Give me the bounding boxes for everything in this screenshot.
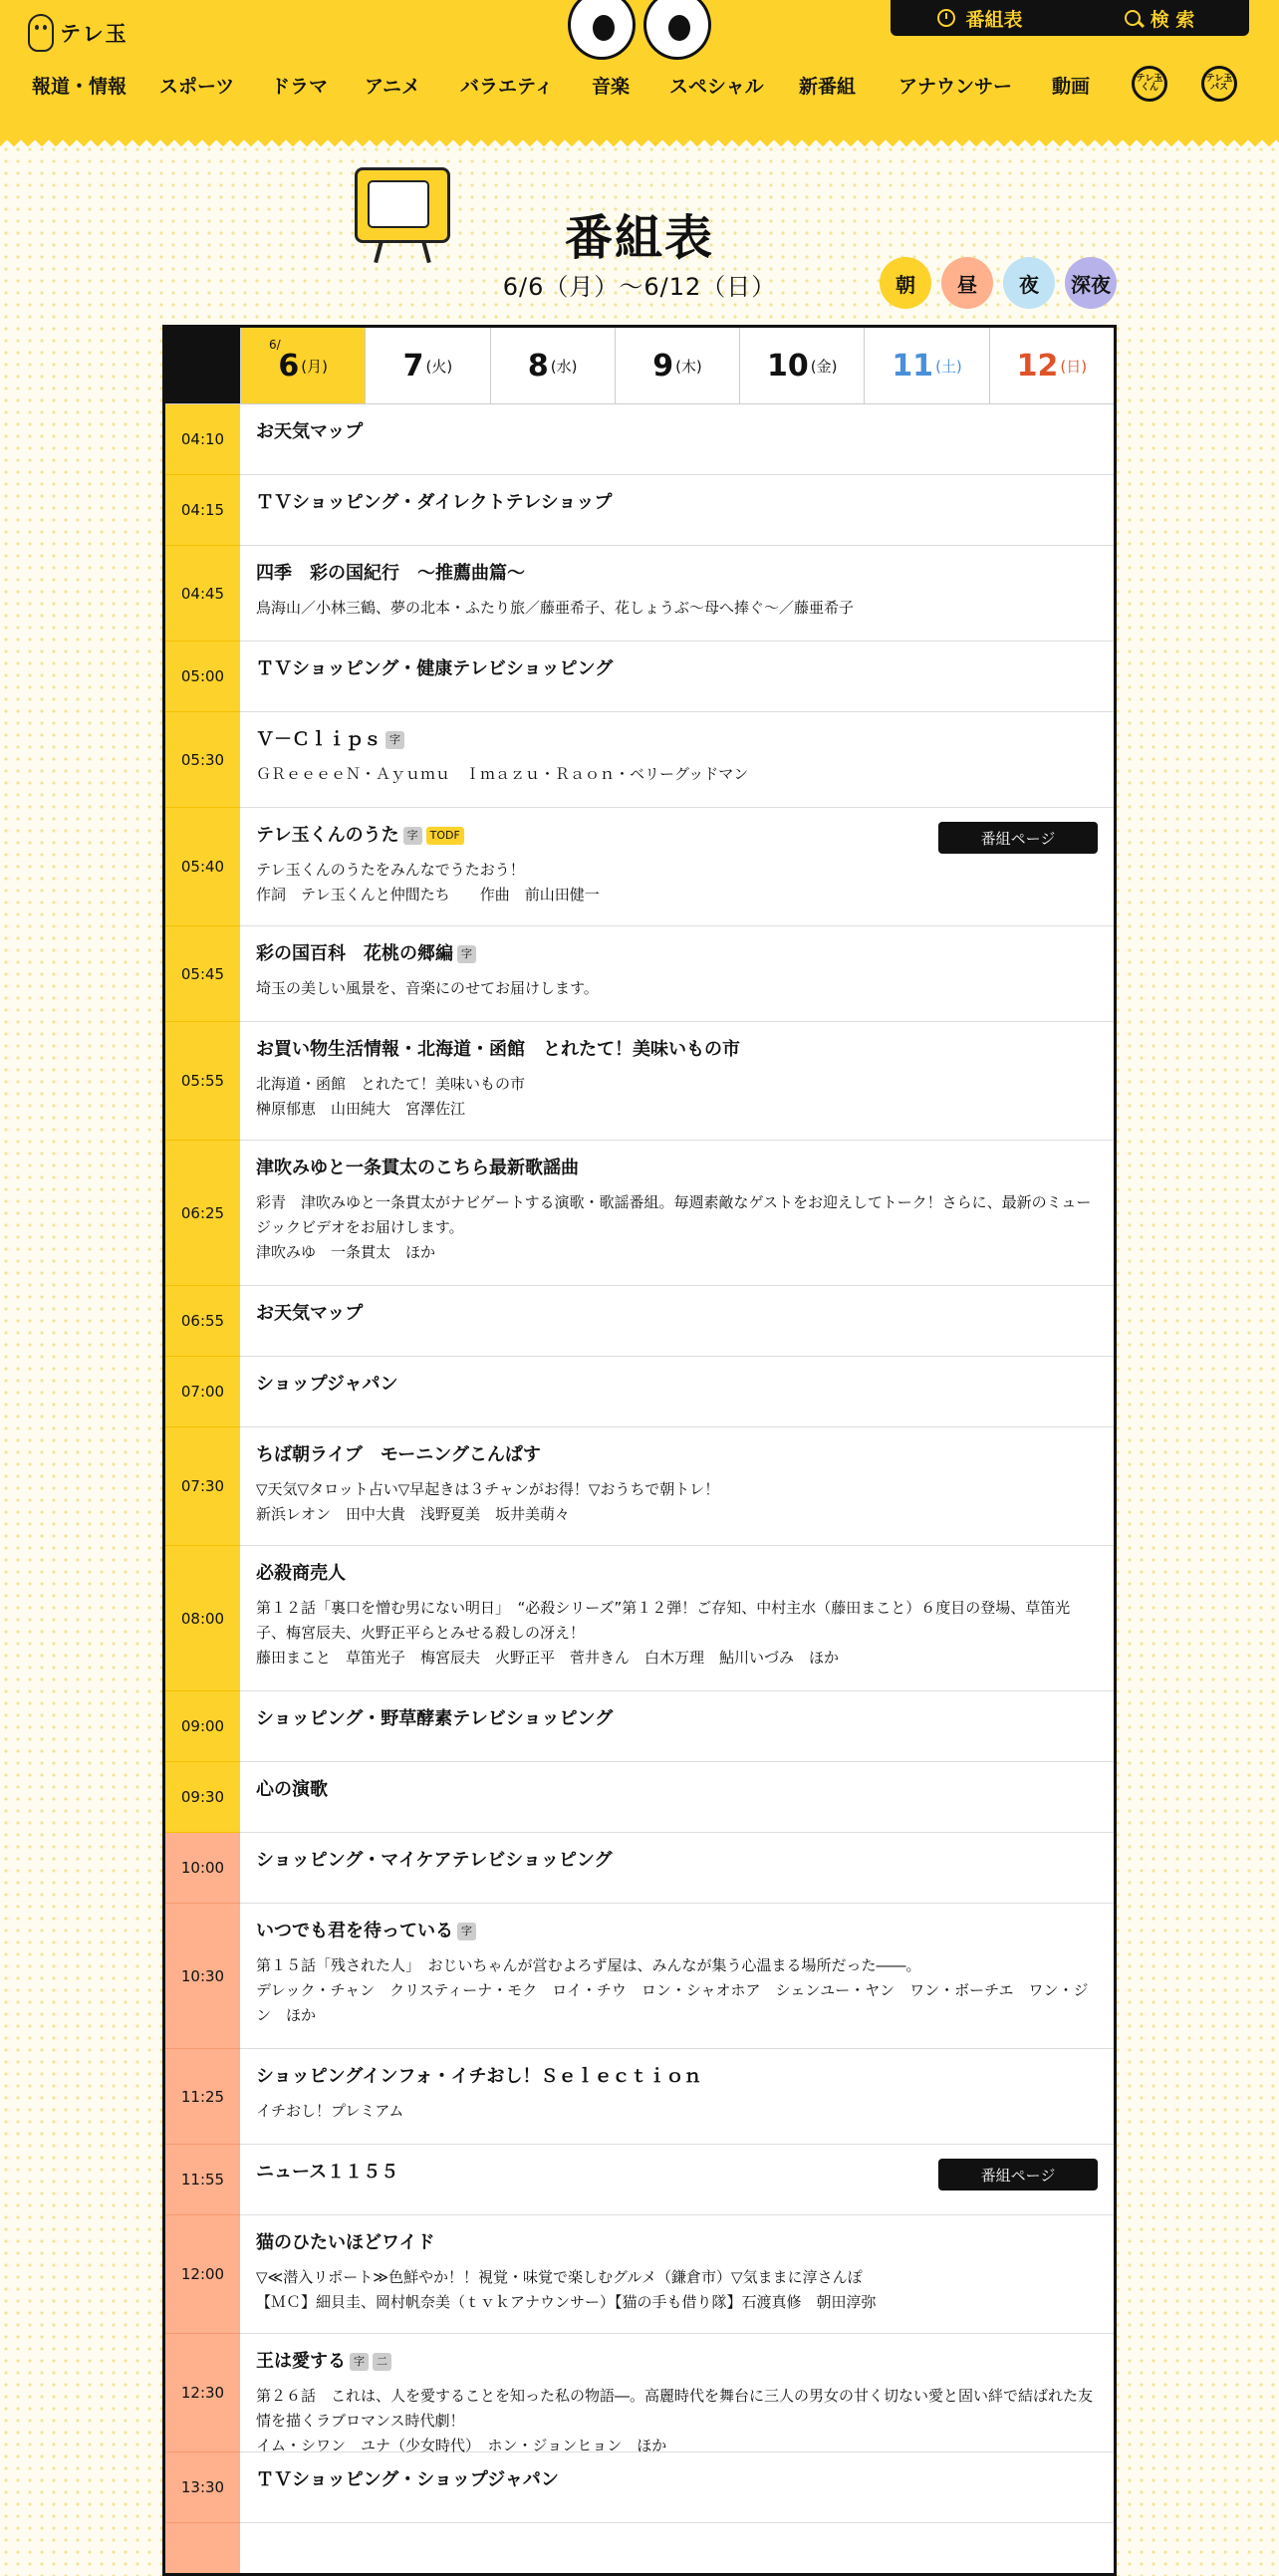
program-row[interactable] [165, 2049, 1114, 2145]
program-time [165, 2523, 240, 2576]
program-row[interactable] [165, 2334, 1114, 2452]
program-title[interactable]: Ｖ－Ｃｌｉｐｓ [256, 729, 382, 750]
program-title-line [256, 1302, 1098, 1326]
day-number: 8 [527, 348, 549, 384]
program-title-line [256, 1562, 1098, 1586]
program-cell [240, 926, 1114, 1021]
program-cell [240, 1546, 1114, 1690]
day-number: 9 [652, 348, 674, 384]
program-title[interactable]: ＴＶショッピング・ショップジャパン [256, 2469, 559, 2490]
program-description: 第１２話「裏口を憎む男にない明日」 “必殺シリーズ”第１２弾！ご存知、中村主水（藤田まこと）６度目の登場、草笛光子、梅宮辰夫、火野正平らとみせる殺しの冴え！ 藤田まこと 草笛光子 梅宮辰夫 火野正平 菅井きん 白木万理 鮎川いづみ ほか [256, 1599, 1071, 1667]
month-label: 6/ [269, 338, 281, 352]
program-tag: 字 [457, 945, 476, 963]
program-cell [240, 1904, 1114, 2048]
program-title[interactable]: ニュース１１５５ [256, 2162, 399, 2183]
program-time: 12:00 [165, 2215, 240, 2334]
program-cell [240, 475, 1114, 545]
program-row[interactable] [165, 475, 1114, 546]
program-title[interactable]: ショッピング・野草酵素テレビショッピング [256, 1708, 614, 1729]
nav-variety[interactable]: バラエティ [460, 76, 554, 98]
day-tab-11[interactable] [864, 328, 988, 403]
program-description: ▽≪潜入リポート≫色鮮やか！！視覚・味覚で楽しむグルメ（鎌倉市）▽気ままに淳さんぽ 【ＭＣ】細貝圭、岡村帆奈美（ｔｖｋアナウンサー）【猫の手も借り隊】石渡真修 朝田淳弥 [256, 2268, 877, 2311]
program-title[interactable]: ＴＶショッピング・ダイレクトテレショップ [256, 492, 613, 513]
program-cell [240, 2215, 1114, 2333]
weekday: (日) [1060, 357, 1088, 376]
program-title-line [256, 1707, 1098, 1731]
program-time: 10:00 [165, 1833, 240, 1904]
program-row[interactable] [165, 1141, 1114, 1286]
program-row[interactable] [165, 2523, 1114, 2576]
program-tag-todf: TODF [426, 827, 464, 845]
program-row[interactable] [165, 926, 1114, 1022]
program-cell [240, 712, 1114, 807]
program-row[interactable] [165, 808, 1114, 926]
program-row[interactable] [165, 546, 1114, 642]
program-time: 08:00 [165, 1546, 240, 1691]
program-row[interactable] [165, 1357, 1114, 1427]
day-tab-8[interactable] [490, 328, 615, 403]
day-tab-6[interactable] [240, 328, 365, 403]
program-cell [240, 2523, 1114, 2576]
program-description: ＧＲｅｅｅｅＮ・Ａｙｕｍｕ Ｉｍａｚｕ・Ｒａｏｎ・ベリーグッドマン [256, 765, 749, 783]
program-row[interactable] [165, 1833, 1114, 1904]
weekday: (土) [935, 357, 962, 376]
program-title[interactable]: 猫のひたいほどワイド [256, 2232, 435, 2253]
program-title-line [256, 491, 1098, 515]
program-cell [240, 1022, 1114, 1140]
program-description: テレ玉くんのうたをみんなでうたおう！ 作詞 テレ玉くんと仲間たち 作曲 前山田健一 [256, 861, 600, 903]
program-title[interactable]: 四季 彩の国紀行 ～推薦曲篇～ [256, 563, 525, 584]
program-time: 09:00 [165, 1691, 240, 1762]
program-row[interactable] [165, 1427, 1114, 1546]
program-cell [240, 1357, 1114, 1426]
day-tab-12[interactable] [989, 328, 1114, 403]
program-time: 04:15 [165, 475, 240, 546]
program-row[interactable] [165, 2145, 1114, 2215]
program-title-line [256, 2065, 1098, 2089]
program-cell [240, 1427, 1114, 1545]
program-title[interactable]: お天気マップ [256, 1303, 364, 1324]
program-tag: 字 [385, 731, 404, 749]
time-button-late-night[interactable]: 深夜 [1065, 257, 1117, 309]
program-title[interactable]: お天気マップ [256, 421, 364, 442]
nav-announcer[interactable]: アナウンサー [898, 76, 1013, 98]
week-range: 6/6（月）〜6/12（日） [502, 273, 777, 301]
program-description: 鳥海山／小林三鶴、夢の北本・ふたり旅／藤亜希子、花しょうぶ～母へ捧ぐ～／藤亜希子 [256, 599, 855, 617]
program-description: 第２６話 これは、人を愛することを知った私の物語―。高麗時代を舞台に三人の男女の甘く切ない愛と固い絆で結ばれた友情を描くラブロマンス時代劇！ イム・シワン ユナ（少女時代） ホン・ジョンヒョン ほか [256, 2387, 1094, 2454]
program-title-line [256, 1849, 1098, 1873]
nav-drama[interactable]: ドラマ [271, 76, 329, 98]
nav-new[interactable]: 新番組 [799, 76, 857, 98]
program-time: 05:55 [165, 1022, 240, 1141]
program-row[interactable] [165, 2452, 1114, 2523]
time-button-noon[interactable]: 昼 [941, 257, 993, 309]
program-description: ▽天気▽タロット占い▽早起きは３チャンがお得！▽おうちで朝トレ！ 新浜レオン 田中大貴 浅野夏美 坂井美萌々 [256, 1480, 720, 1523]
program-title-line [256, 728, 1098, 752]
time-button-night[interactable]: 夜 [1003, 257, 1055, 309]
site-header [0, 0, 1279, 139]
program-cell [240, 1286, 1114, 1356]
program-row[interactable] [165, 1022, 1114, 1141]
day-number: 7 [402, 348, 424, 384]
program-title[interactable]: 彩の国百科 花桃の郷編 [256, 943, 453, 964]
day-number: 10 [767, 348, 809, 384]
page-title: 番組表 [564, 210, 714, 266]
weekday: (月) [301, 357, 328, 376]
program-tag: 字 [457, 1923, 476, 1940]
program-title[interactable]: お買い物生活情報・北海道・函館 とれたて！美味いもの市 [256, 1039, 740, 1060]
nav-special[interactable]: スペシャル [669, 76, 764, 98]
program-title[interactable]: ショッピング・マイケアテレビショッピング [256, 1850, 613, 1871]
program-title-line [256, 2231, 1098, 2255]
terekun-label: テレ玉くん [1136, 74, 1163, 93]
search-label: 検 索 [1150, 8, 1195, 31]
program-time: 05:45 [165, 926, 240, 1022]
program-page-button[interactable]: 番組ページ [938, 2159, 1098, 2190]
schedule-label: 番組表 [965, 8, 1023, 31]
program-time: 11:55 [165, 2145, 240, 2215]
program-time: 07:00 [165, 1357, 240, 1427]
program-time: 09:30 [165, 1762, 240, 1833]
program-cell [240, 2452, 1114, 2522]
program-time: 06:55 [165, 1286, 240, 1357]
program-row[interactable] [165, 1546, 1114, 1691]
program-time: 04:45 [165, 546, 240, 642]
program-time: 06:25 [165, 1141, 240, 1286]
program-time: 11:25 [165, 2049, 240, 2145]
program-cell [240, 404, 1114, 474]
program-cell [240, 2334, 1114, 2454]
logo-text: テレ玉 [60, 22, 128, 46]
nav-news[interactable]: 報道・情報 [32, 76, 128, 98]
nav-anime[interactable]: アニメ [365, 76, 421, 98]
program-time: 05:00 [165, 642, 240, 712]
program-time: 13:30 [165, 2452, 240, 2523]
nav-music[interactable]: 音楽 [592, 76, 631, 98]
terepass-icon[interactable] [1201, 66, 1237, 102]
program-row[interactable] [165, 1286, 1114, 1357]
program-page-button[interactable]: 番組ページ [938, 822, 1098, 854]
program-title-line [256, 942, 1098, 966]
program-cell [240, 546, 1114, 641]
program-title-line [256, 1373, 1098, 1397]
program-row[interactable] [165, 712, 1114, 808]
nav-sports[interactable]: スポーツ [159, 76, 235, 98]
main-nav [0, 72, 1279, 104]
program-time: 07:30 [165, 1427, 240, 1546]
program-title[interactable]: 心の演歌 [256, 1779, 328, 1800]
day-tab-10[interactable] [739, 328, 864, 403]
program-time: 05:30 [165, 712, 240, 808]
program-tag: 字 [350, 2353, 369, 2371]
program-cell [240, 2145, 1114, 2214]
program-row[interactable] [165, 1762, 1114, 1833]
program-tag: 二 [373, 2353, 391, 2371]
program-row[interactable] [165, 1691, 1114, 1762]
program-row[interactable] [165, 1904, 1114, 2049]
program-row[interactable] [165, 642, 1114, 712]
program-title-line [256, 2350, 1098, 2374]
weekday: (木) [675, 357, 702, 376]
time-button-morning[interactable]: 朝 [880, 257, 931, 309]
program-title[interactable]: 王は愛する [256, 2351, 346, 2372]
program-cell [240, 1691, 1114, 1761]
terekun-icon[interactable] [1132, 66, 1167, 102]
day-number: 11 [892, 348, 934, 384]
program-description: 第１５話「残された人」 おじいちゃんが営むよろず屋は、みんなが集う心温まる場所だった――。 デレック・チャン クリスティーナ・モク ロイ・チウ ロン・シャオホア シェンユー・ヤン ワン・ボーチエ ワン・ジン ほか [256, 1956, 1089, 2024]
program-time: 05:40 [165, 808, 240, 926]
program-description: 北海道・函館 とれたて！美味いもの市 榊原郁恵 山田純大 宮澤佐江 [256, 1075, 526, 1118]
nav-video[interactable]: 動画 [1052, 76, 1091, 98]
program-tag: 字 [403, 827, 422, 845]
program-title[interactable]: 必殺商売人 [256, 1563, 346, 1584]
weekday: (金) [810, 357, 838, 376]
day-number: 6 [278, 348, 300, 384]
program-time: 12:30 [165, 2334, 240, 2452]
program-cell [240, 808, 1114, 925]
terepass-label: テレ玉パス [1205, 74, 1233, 93]
day-number: 12 [1016, 348, 1059, 384]
program-title-line [256, 1038, 1098, 1062]
program-description: 埼玉の美しい風景を、音楽にのせてお届けします。 [256, 979, 599, 997]
program-title-line [256, 1157, 1098, 1180]
program-title-line [256, 1920, 1098, 1943]
program-title-line [256, 420, 1098, 444]
program-list [165, 404, 1114, 2576]
program-title-line [256, 2468, 1098, 2492]
corner-cell [165, 328, 240, 403]
program-time: 10:30 [165, 1904, 240, 2049]
program-time: 04:10 [165, 404, 240, 475]
program-cell [240, 2049, 1114, 2144]
program-cell [240, 1833, 1114, 1903]
program-title[interactable]: ＴＶショッピング・健康テレビショッピング [256, 658, 614, 679]
program-description: 彩青 津吹みゆと一条貫太がナビゲートする演歌・歌謡番組。毎週素敵なゲストをお迎えしてトーク！さらに、最新のミュージックビデオをお届けします。 津吹みゆ 一条貫太 ほか [256, 1193, 1092, 1261]
program-cell [240, 642, 1114, 711]
day-tab-9[interactable] [615, 328, 739, 403]
weekday: (水) [550, 357, 578, 376]
program-row[interactable] [165, 2215, 1114, 2334]
program-title[interactable]: ショップジャパン [256, 1374, 398, 1395]
program-title[interactable]: ちば朝ライブ モーニングこんぱす [256, 1444, 541, 1465]
weekday: (火) [425, 357, 453, 376]
program-title[interactable]: 津吹みゆと一条貫太のこちら最新歌謡曲 [256, 1158, 579, 1178]
program-title[interactable]: ショッピングインフォ・イチおし！Ｓｅｌｅｃｔｉｏｎ [256, 2066, 702, 2087]
program-description: イチおし！プレミアム [256, 2102, 404, 2120]
program-title-line [256, 1443, 1098, 1467]
day-tabs [165, 328, 1114, 404]
day-tab-7[interactable] [365, 328, 489, 403]
program-cell [240, 1141, 1114, 1285]
program-title-line [256, 562, 1098, 586]
program-cell [240, 1762, 1114, 1832]
schedule-table [162, 325, 1117, 2576]
program-title-line [256, 1778, 1098, 1802]
program-title-line [256, 657, 1098, 681]
header-zigzag [0, 137, 1279, 151]
program-title[interactable]: テレ玉くんのうた [256, 825, 399, 846]
program-row[interactable] [165, 404, 1114, 475]
program-title[interactable]: いつでも君を待っている [256, 1921, 453, 1941]
